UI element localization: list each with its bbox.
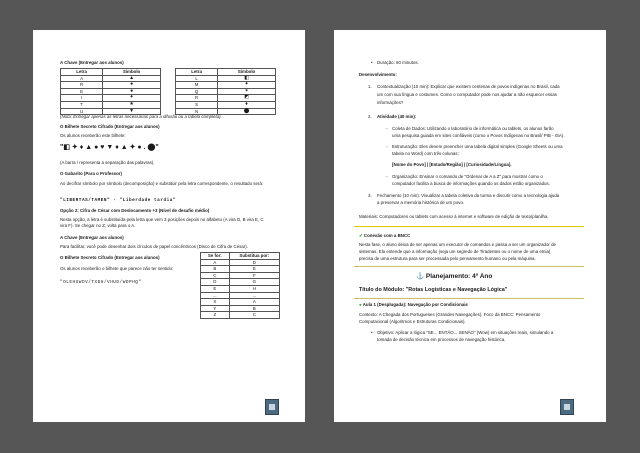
- letter-cell: R: [61, 82, 103, 89]
- separator-note: (A barra / representa a separação das palavras).: [60, 160, 155, 165]
- answer-value: "LIBERTAS/TAMEN" - "Liberdade tardia": [60, 198, 176, 203]
- table-cell: ...: [229, 292, 279, 299]
- sub-item-3-line-1: ◦ Organização: Ensinar o comando de "Ordenar de A a Z" para mostrar como o: [392, 174, 543, 180]
- symbol-cell: ◧: [218, 75, 276, 82]
- table-cell: F: [229, 272, 279, 279]
- sub-item-1-line-1: ◦ Coleta de Dados: Utilizando o laboratório de informática ou tablets, os alunos farão: [392, 126, 554, 132]
- table-header: Símbolo: [218, 69, 276, 76]
- caesar-table: [200, 252, 280, 319]
- bncc-heading: ✔ Conexão com a BNCC: [359, 233, 411, 238]
- letter-cell: L: [175, 75, 217, 82]
- option2-text-2: vira F). Se chegar no Z, volta para o A.: [60, 223, 136, 228]
- bncc-line-1: Nesta fase, o aluno deixa de ser apenas um executor de comandos e passa a ser um organizador de: [359, 242, 556, 247]
- key2-text: Para facilitar, você pode desenhar dois círculos de papel concêntricos (Disco de Cifra de César).: [60, 244, 248, 249]
- context-line-2: Computacional (Algoritmos e Estruturas Condicionais).: [359, 319, 466, 324]
- note-text: (Nota: Entregar apenas as letras necessárias para a difusão ou a tabela completa).: [60, 114, 222, 119]
- table-cell: D: [201, 279, 230, 286]
- bncc-line-2: sistemas. Ela entende que a informação (seja um segredo de Tiradentes ou o nome de uma etnia): [359, 249, 551, 254]
- divider: [354, 266, 584, 267]
- table-header: Se for:: [201, 253, 230, 260]
- secret-intro: Os alunos receberão este bilhete:: [60, 133, 126, 138]
- table-row: [201, 266, 280, 273]
- table-row: [61, 95, 276, 102]
- secret2-heading: O Bilhete Secreto Cifrado (Entregar aos alunos): [60, 255, 160, 260]
- letter-cell: M: [175, 82, 217, 89]
- item-1-line-3: informações?: [377, 100, 404, 105]
- divider: [354, 298, 584, 299]
- symbol-cell: ◩: [218, 95, 276, 102]
- symbol-cell: ⬤: [218, 108, 276, 115]
- footer-logo: [265, 399, 279, 415]
- sub-item-3-line-2: computador facilita a busca de informações quando os dados estão organizados.: [392, 181, 550, 186]
- anchor-icon: ⚓: [416, 273, 425, 280]
- divider: [354, 226, 584, 227]
- bncc-line-3: precisa de uma estrutura para ser processada pelo pensamento humano ou pela máquina.: [359, 256, 536, 261]
- table-cell: A: [201, 259, 230, 266]
- table-cell: C: [229, 312, 279, 319]
- context-line-1: Contexto: A Chegada dos Portugueses (Grandes Navegações). Foco da BNCC: Pensamento: [359, 312, 541, 317]
- green-dot-icon: ●: [359, 302, 362, 307]
- letter-cell: I: [61, 95, 103, 102]
- item-1-line-1: Contextualização (10 min): Explicar que existem centenas de povos indígenas no Brasil, cada: [377, 84, 560, 89]
- answer-text: Ao decifrar símbolo por símbolo (decomposição) e substituir pela letra correspondente, o resultado será:: [60, 181, 264, 186]
- key-heading: A Chave (Entregar aos alunos): [60, 60, 124, 65]
- option2-heading: Opção 2: Cifra de César com Deslocamento +3 (Nível de desafio médio): [60, 208, 210, 213]
- table-cell: B: [201, 266, 230, 273]
- letter-cell: U: [61, 108, 103, 115]
- sub-item-2-line-1: ◦ Estruturação: Eles devem preencher uma tabela digital simples (Google Sheets ou uma: [392, 144, 563, 150]
- table-cell: A: [229, 299, 279, 306]
- answer-heading: O Gabarito (Para o Professor): [60, 171, 122, 176]
- secret-symbols: "◧ ✦ ♦ ▲ ● ♥ ▼ ♦ ▲ ✦ ● . ⬤": [60, 144, 159, 151]
- letter-cell: R: [175, 95, 217, 102]
- table-row: [201, 272, 280, 279]
- table-cell: E: [201, 285, 230, 292]
- table-row: [201, 279, 280, 286]
- table-header: Substitua por:: [229, 253, 279, 260]
- symbol-cell: ✶: [218, 88, 276, 95]
- option2-text-1: Nesta opção, a letra é substituída pela letra que vem 3 posições depois no alfabeto (A vira D, B vira E, C: [60, 217, 264, 222]
- symbol-cell: ●: [103, 88, 161, 95]
- symbol-cell: ★: [103, 101, 161, 108]
- item-3-line-1: Fechamento (10 min): Visualizar a tabela coletiva da turma e discutir como a tecnologia ajuda: [377, 193, 560, 198]
- left-page: [33, 30, 305, 422]
- key2-heading: A Chave (Entregar aos alunos): [60, 235, 124, 240]
- check-icon: ✔: [359, 233, 363, 238]
- symbol-cell: ▲: [103, 75, 161, 82]
- table-header: Letra: [61, 69, 103, 76]
- table-cell: Z: [201, 312, 230, 319]
- letter-cell: Q: [175, 88, 217, 95]
- table-cell: E: [229, 266, 279, 273]
- class1-heading: ● Aula 1 (Desplugada): Navegação por Condicionais: [359, 302, 468, 307]
- materials-text: Materiais: Computadores ou tablets com acesso à internet e software de edição de texto/planilha.: [359, 214, 549, 219]
- secret-heading: O Bilhete Secreto Cifrado (Entregar aos alunos): [60, 124, 160, 129]
- duration-text: • Duração: 60 minutos.: [377, 60, 419, 66]
- symbol-cell: ✦: [103, 95, 161, 102]
- table-row: [61, 75, 276, 82]
- symbol-cell: ♦: [218, 101, 276, 108]
- table-cell: H: [229, 285, 279, 292]
- item-number: 2.: [368, 114, 372, 119]
- item-3-line-2: a preservar a memória histórica de um povo.: [377, 200, 465, 205]
- development-heading: Desenvolvimento:: [359, 72, 397, 77]
- symbol-cell: ●: [103, 82, 161, 89]
- sub-item-2-line-2: tabela no Word) com três colunas:: [392, 151, 459, 156]
- table-row: [201, 312, 280, 319]
- table-cell: ...: [201, 292, 230, 299]
- table-row: [201, 259, 280, 266]
- table-cell: C: [201, 272, 230, 279]
- footer-logo: [560, 399, 574, 415]
- table-cell: G: [229, 279, 279, 286]
- planning-heading: ⚓ Planejamento: 4º Ano: [416, 273, 493, 280]
- table-cell: B: [229, 305, 279, 312]
- table-header: Símbolo: [103, 69, 161, 76]
- table-cell: D: [229, 259, 279, 266]
- letter-cell: S: [175, 101, 217, 108]
- table-cell: Y: [201, 305, 230, 312]
- symbol-cell: ✦: [218, 82, 276, 89]
- item-2-line-1: Atividade (40 min):: [377, 114, 417, 119]
- right-page: • Duração: 60 minutos. Desenvolvimento: 1. Contextualização (10 min): Explicar que existem centenas de povos indígenas no Brasil, cada um com sua língua e costumes. Como o computador pode nos ajudar a não esquecer essas informações? 2. Atividade (40 min): ◦ Coleta de Dados: Utilizando o laboratório de informática ou tablets, os alunos farão uma pesquisa guiada em sites confiáveis (como o Povos Indígenas no Brasil/ PIB - ISA). ◦ Estruturação: Eles devem preencher uma tabela digital simples (Google Sheets ou uma tabela no Word) com três colunas: [Nome do Povo] | [Estado/Região] | [Curiosidade/Língua]. ◦ Organização: Ensinar o comando de "Ordenar de A a Z" para mostrar como o computador facilita a busca de informações quando os dados estão organizados. 3. Fechamento (10 min): Visualizar a tabela coletiva da turma e discutir como a tecnologia ajuda a preservar a memória histórica de um povo. Materiais: Computadores ou tablets com acesso à internet e software de edição de texto/planilha. ✔ Conexão com a BNCC Nesta fase, o aluno deixa de ser apenas um executor de comandos e passa a ser um organizador de sistemas. Ela entende que a informação (seja um segredo de Tiradentes ou o nome de uma etnia) precisa de uma estrutura para ser processada pelo pensamento humano ou pela máquina. ⚓ Planejamento: 4º Ano Título do Módulo: "Rotas Logísticas e Navegação Lógica" ● Aula 1 (Desplugada): Navegação por Condicionais Contexto: A Chegada dos Portugueses (Grandes Navegações). Foco da BNCC: Pensamento Computacional (Algoritmos e Estruturas Condicionais). • Objetivo: Aplicar a lógica "SE... ENTÃO... SENÃO" (Wow) em situações reais, simulando a tomada de decisão técnica em processos de navegação histórica.: [334, 30, 606, 422]
- table-row: [201, 305, 280, 312]
- secret2-text: Os alunos receberão o bilhete que parece não ter sentido:: [60, 266, 174, 271]
- secret2-code: "OLEHUWDV/TXDH/VHUD/WDPHQ": [60, 280, 142, 285]
- table-header: Letra: [175, 69, 217, 76]
- item-number: 1.: [368, 84, 372, 89]
- symbol-key-table: [60, 68, 276, 115]
- letter-cell: T: [61, 101, 103, 108]
- module-title: Título do Módulo: "Rotas Logísticas e Navegação Lógica": [359, 287, 508, 293]
- sub-item-1-line-2: uma pesquisa guiada em sites confiáveis (como o Povos Indígenas no Brasil/ PIB - ISA).: [392, 133, 565, 138]
- objective-line-2: tomada de decisão técnica em processos de navegação histórica.: [377, 337, 506, 342]
- objective-line-1: • Objetivo: Aplicar a lógica "SE... ENTÃO... SENÃO" (Wow) em situações reais, simulando a: [377, 330, 553, 336]
- table-cell: X: [201, 299, 230, 306]
- columns-text: [Nome do Povo] | [Estado/Região] | [Curiosidade/Língua].: [392, 162, 512, 167]
- table-row: [61, 82, 276, 89]
- table-row: [201, 285, 280, 292]
- letter-cell: N: [175, 108, 217, 115]
- table-row: [201, 299, 280, 306]
- table-row: [201, 292, 280, 299]
- letter-cell: A: [61, 75, 103, 82]
- letter-cell: E: [61, 88, 103, 95]
- item-1-line-2: um com sua língua e costumes. Como o computador pode nos ajudar a não esquecer essas: [377, 92, 557, 97]
- symbol-cell: ▼: [103, 108, 161, 115]
